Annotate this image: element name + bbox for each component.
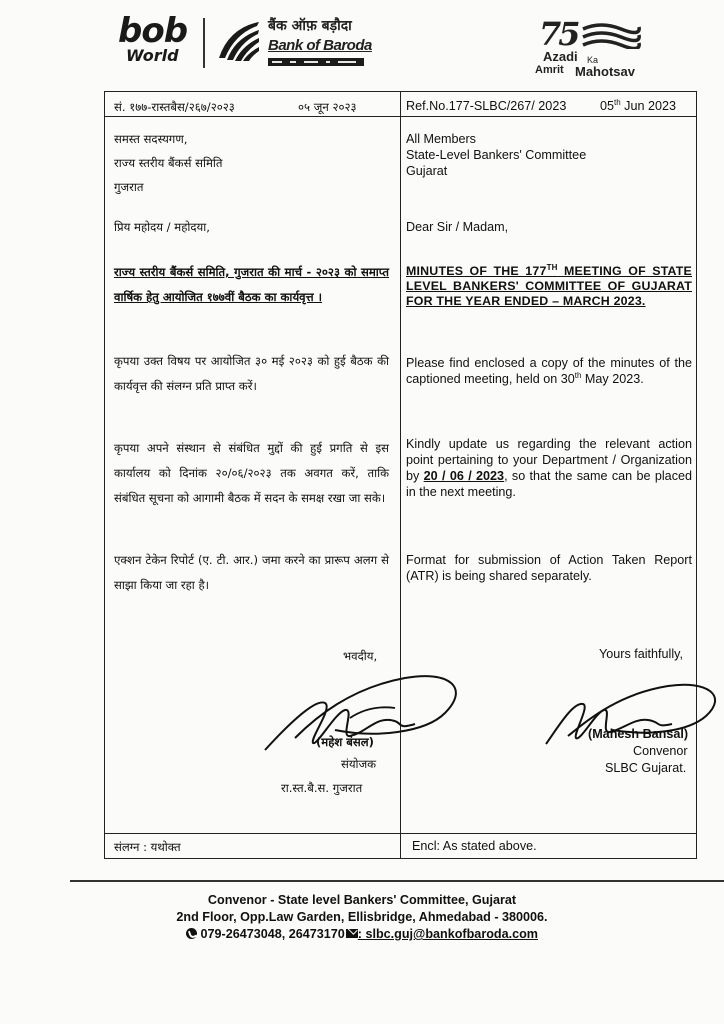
hindi-date: ०५ जून २०२३: [298, 100, 357, 114]
hindi-ref-number: सं. १७७-रास्तबैस/२६७/२०२३: [114, 100, 235, 114]
english-signatory-name: (Mahesh Bansal): [588, 727, 689, 741]
header-divider: [203, 18, 205, 68]
logo-bar-strip: [268, 58, 364, 66]
english-deadline-date: 20 / 06 / 2023: [423, 469, 505, 483]
english-addressee-line-1: All Members: [406, 132, 476, 146]
english-paragraph-3: Format for submission of Action Taken Report (ATR) is being shared separately.: [406, 553, 692, 583]
english-closing: Yours faithfully,: [599, 647, 684, 661]
english-addressee-line-2: State-Level Bankers' Committee: [406, 148, 587, 162]
footer-address: 2nd Floor, Opp.Law Garden, Ellisbridge, Ahmedabad - 380006.: [176, 910, 548, 924]
hindi-signatory-title: संयोजक: [341, 757, 377, 771]
bob-world-logo: [118, 11, 198, 65]
hindi-salutation: प्रिय महोदय / महोदया,: [114, 220, 210, 234]
footer-divider: [70, 880, 724, 882]
azadi-ka-amrit-mahotsav-logo: [535, 15, 660, 80]
english-signatory-title: Convenor: [633, 744, 688, 758]
hindi-addressee-line-3: गुजरात: [114, 180, 144, 194]
footer-line-1: Convenor - State level Bankers' Committee, Gujarat: [207, 893, 517, 907]
hindi-signatory-org: रा.स्त.बै.स. गुजरात: [281, 781, 363, 795]
row-divider-footer: [105, 833, 696, 834]
english-paragraph-1: Please find enclosed a copy of the minutes of the captioned meeting, held on 30th May 2023.: [406, 356, 692, 386]
english-enclosure: Encl: As stated above.: [412, 839, 537, 853]
phone-icon: [186, 928, 197, 939]
mahotsav-text: Mahotsav: [575, 64, 635, 79]
bank-name-english: Bank of Baroda: [268, 37, 372, 54]
hindi-signatory-name: (महेश बंसल): [316, 735, 374, 749]
hindi-addressee-line-1: समस्त सदस्यगण,: [114, 132, 188, 146]
english-ref-number: Ref.No.177-SLBC/267/ 2023: [406, 99, 567, 113]
hindi-enclosure: संलग्न : यथोक्त: [114, 840, 181, 854]
footer-phone: 079-26473048, 26473170: [200, 927, 345, 941]
mail-icon: [346, 929, 358, 938]
bank-of-baroda-sunburst-icon: [215, 18, 263, 64]
azadi-text: Azadi: [543, 49, 578, 64]
hindi-closing: भवदीय,: [343, 649, 378, 663]
english-paragraph-2: Kindly update us regarding the relevant action point pertaining to your Department / Organization by 20 / 06 / 2023, so that the same can be placed in the next meeting.: [406, 437, 692, 499]
hindi-paragraph-2: कृपया अपने संस्थान से संबंधित मुद्दों की हुई प्रगति से इस कार्यालय को दिनांक २०/०६/२०२३ तक अवगत करें, ताकि संबंधित सूचना को आगामी बैठक में सदन के समक्ष रखा जा सके।: [114, 441, 389, 505]
footer-contact: [0, 927, 724, 941]
footer-email[interactable]: : slbc.guj@bankofbaroda.com: [357, 927, 538, 941]
hindi-addressee-line-2: राज्य स्तरीय बैंकर्स समिति: [114, 156, 223, 170]
english-signatory-org: SLBC Gujarat.: [605, 761, 687, 775]
english-date: 05th Jun 2023: [600, 97, 677, 113]
hindi-paragraph-1: कृपया उक्त विषय पर आयोजित ३० मई २०२३ को हुई बैठक की कार्यवृत्त की संलग्न प्रति प्राप्त करें।: [114, 354, 389, 393]
bob-wordmark: bob: [118, 11, 188, 51]
hindi-subject: राज्य स्तरीय बैंकर्स समिति, गुजरात की मार्च - २०२३ को समाप्त वार्षिक हेतु आयोजित १७७वीं बैठक का कार्यवृत्त ।: [114, 265, 389, 304]
amrit-text: Amrit: [535, 64, 564, 76]
azadi-75: 75: [539, 15, 578, 53]
english-subject: MINUTES OF THE 177TH MEETING OF STATE LEVEL BANKERS' COMMITTEE OF GUJARAT FOR THE YEAR ENDED – MARCH 2023.: [406, 262, 692, 308]
english-salutation: Dear Sir / Madam,: [406, 220, 509, 234]
world-wordmark: World: [126, 46, 179, 65]
hindi-paragraph-3: एक्शन टेकेन रिपोर्ट (ए. टी. आर.) जमा करने का प्रारूप अलग से साझा किया जा रहा है।: [114, 553, 389, 592]
english-addressee-line-3: Gujarat: [406, 164, 448, 178]
signature-english-icon: [538, 672, 724, 758]
bank-name-hindi: बैंक ऑफ़ बड़ौदा: [268, 18, 352, 34]
ka-text: Ka: [587, 55, 599, 65]
tricolor-waves-icon: [581, 23, 641, 49]
